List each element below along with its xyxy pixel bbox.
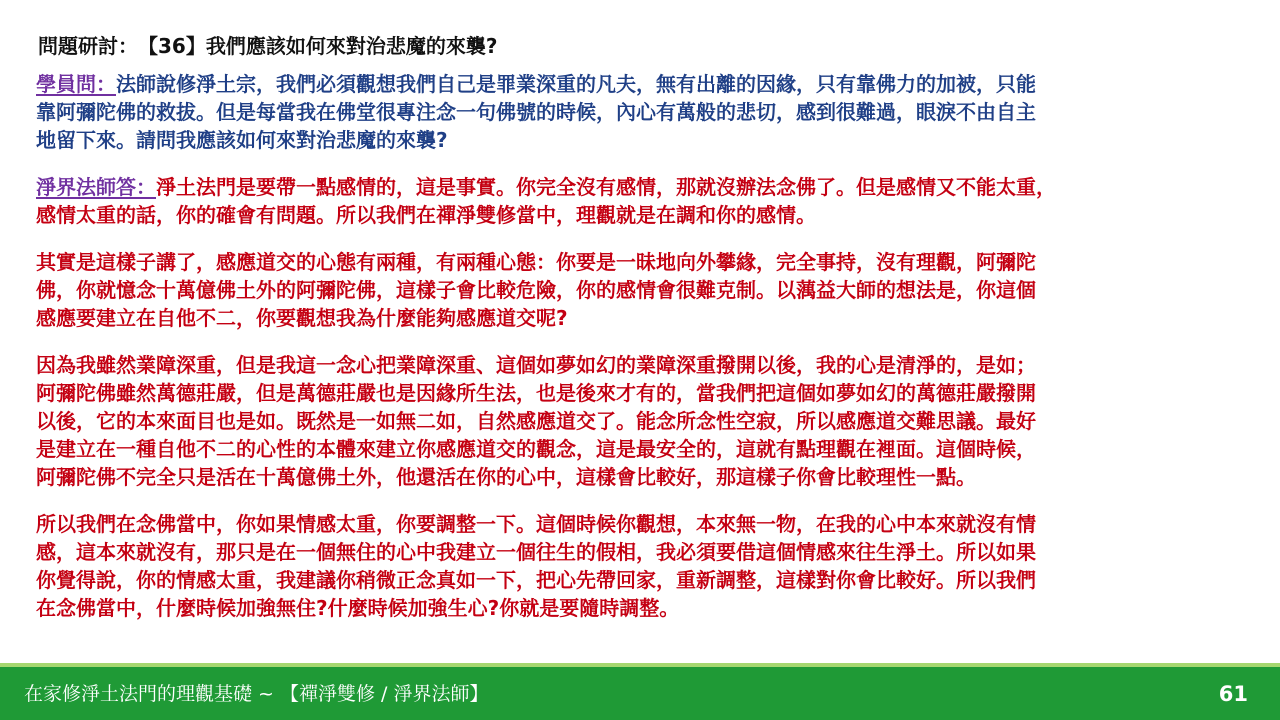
answer-paragraph-3-line-2: 佛，你就憶念十萬億佛土外的阿彌陀佛，這樣子會比較危險，你的感情會很難克制。以蕅益大師的想法是，你這個 <box>36 278 1036 302</box>
master-answer-line-1 <box>36 173 1248 201</box>
answer-paragraph-4-line-1: 因為我雖然業障深重，但是我這一念心把業障深重、這個如夢如幻的業障深重撥開以後，我的心是清淨的，是如； <box>36 353 1036 377</box>
student-question-label: 學員問： <box>36 72 116 96</box>
master-answer-text-1: 淨土法門是要帶一點感情的，這是事實。你完全沒有感情，那就沒辦法念佛了。但是感情又不能太重， <box>156 175 1056 199</box>
answer-paragraph-5 <box>36 510 1248 622</box>
slide-content <box>36 70 1248 641</box>
answer-paragraph-4-line-4: 是建立在一種自他不二的心性的本體來建立你感應道交的觀念，這是最安全的，這就有點理觀在裡面。這個時候， <box>36 437 1036 461</box>
answer-paragraph-4-line-3: 以後，它的本來面目也是如。既然是一如無二如，自然感應道交了。能念所念性空寂，所以感應道交難思議。最好 <box>36 409 1036 433</box>
student-question-paragraph <box>36 70 1248 154</box>
slide-footer <box>0 667 1280 720</box>
master-answer-label: 淨界法師答： <box>36 175 156 199</box>
student-question-line-3: 地留下來。請問我應該如何來對治悲魔的來襲? <box>36 128 448 152</box>
slide-title: 問題研討： 【36】我們應該如何來對治悲魔的來襲? <box>38 34 498 58</box>
student-question-line-1 <box>36 70 1248 98</box>
answer-paragraph-5-line-2: 感，這本來就沒有，那只是在一個無住的心中我建立一個往生的假相，我必須要借這個情感來往生淨土。所以如果 <box>36 540 1036 564</box>
student-question-text-1: 法師說修淨土宗，我們必須觀想我們自己是罪業深重的凡夫，無有出離的因緣，只有靠佛力的加被，只能 <box>116 72 1036 96</box>
answer-paragraph-4-line-2: 阿彌陀佛雖然萬德莊嚴，但是萬德莊嚴也是因緣所生法，也是後來才有的，當我們把這個如夢如幻的萬德莊嚴撥開 <box>36 381 1036 405</box>
master-answer-paragraph <box>36 173 1248 229</box>
footer-title: 在家修淨土法門的理觀基礎 ~ 【禪淨雙修 / 淨界法師】 <box>24 683 489 705</box>
student-question-line-2: 靠阿彌陀佛的救拔。但是每當我在佛堂很專注念一句佛號的時候，內心有萬般的悲切，感到很難過，眼淚不由自主 <box>36 100 1036 124</box>
answer-paragraph-3-line-1: 其實是這樣子講了，感應道交的心態有兩種，有兩種心態：你要是一昧地向外攀緣，完全事持，沒有理觀，阿彌陀 <box>36 250 1036 274</box>
master-answer-line-2: 感情太重的話，你的確會有問題。所以我們在禪淨雙修當中，理觀就是在調和你的感情。 <box>36 203 816 227</box>
answer-paragraph-4 <box>36 351 1248 491</box>
answer-paragraph-3 <box>36 248 1248 332</box>
answer-paragraph-5-line-1: 所以我們在念佛當中，你如果情感太重，你要調整一下。這個時候你觀想，本來無一物，在我的心中本來就沒有情 <box>36 512 1036 536</box>
answer-paragraph-4-line-5: 阿彌陀佛不完全只是活在十萬億佛土外，他還活在你的心中，這樣會比較好，那這樣子你會比較理性一點。 <box>36 465 976 489</box>
page-number: 61 <box>1218 682 1248 706</box>
answer-paragraph-3-line-3: 感應要建立在自他不二，你要觀想我為什麼能夠感應道交呢? <box>36 306 568 330</box>
answer-paragraph-5-line-3: 你覺得說，你的情感太重，我建議你稍微正念真如一下，把心先帶回家，重新調整，這樣對你會比較好。所以我們 <box>36 568 1036 592</box>
answer-paragraph-5-line-4: 在念佛當中，什麼時候加強無住?什麼時候加強生心?你就是要隨時調整。 <box>36 596 680 620</box>
